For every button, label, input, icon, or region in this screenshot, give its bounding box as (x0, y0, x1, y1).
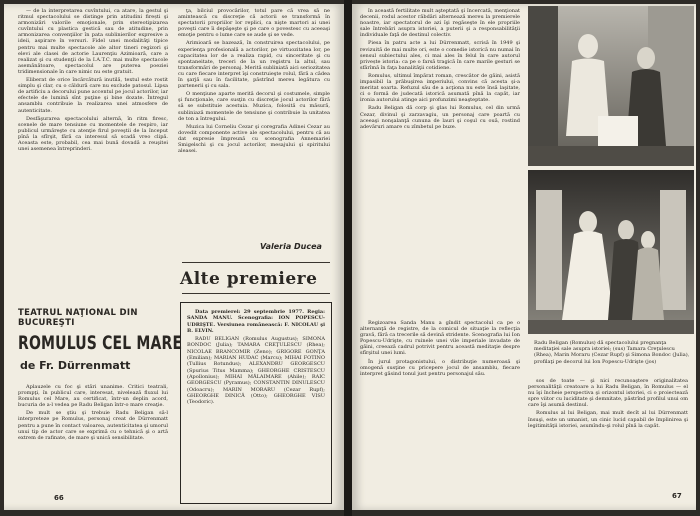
photo-caption: Radu Beligan (Romulus) dă spectacolului pregnanţa meditaţiei sale asupra istoriei; (sus) Tamara Creţulescu (Rhea), Marin Moraru (Cezar Rupf) şi Simona Bondoc (Julia), profilaţi pe decorul lui Ion Popescu-Udrişte (jos) (534, 340, 690, 365)
paragraph: Eliberat de orice încărcătură inutilă, textul este rostit simplu şi clar, cu o căldură care nu exclude patosul. Lipsa de artificiu a decorului pune accentul pe jocul actorilor, iar efectele de lumină sînt puţine şi bine dozate. Întregul ansamblu contribuie la realizarea unei atmosfere de autenticitate. (18, 77, 168, 114)
paragraph: — de la interpretarea cuvîntului, ca atare, la gestul şi ritmul spectacolului se distinge prin atitudini firești şi armonizări valorile emoţionale, prin stereotipizarea cuvîntului cu plastica gestică sau de atitudine, prin armonizarea convenţiilor în pata sublinierilor expresive a ideii, aspirare în versuri. Fidel unei modalităţi tipice pentru mai multe spectacole ale altor tineri regizori şi elevi ale clasei de actorie Laurenţiu Azimioară, care a realizat şi cu studenţii de la I.A.T.C. mai multe spectacole asemănătoare, spectacolul are puterea poeziei tridimensionale în care nimic nu este gratuit. (18, 8, 168, 75)
page-number: 67 (672, 492, 682, 500)
left-column-b (178, 8, 330, 234)
paragraph: sos de toate — şi nici recunoaştere originalitatea personalităţii creatoare a lui Radu Beligan, în Romulus — el nu îşi încheie perspectiva şi orizontul istoriei, ci o proiectează spre viitor cu luciditate şi demnitate, păstrînd profilul unui om care îşi asumă destinul. (528, 378, 688, 409)
spine-gutter (344, 0, 352, 516)
review-intro (18, 384, 168, 490)
review-signature: Valeria Ducea (260, 242, 322, 251)
paragraph: ţa, bilciul provocărilor, totul pare că vrea să ne amintească cu discreţie că actorii se transformă în spectatorii propriilor lor replici, ca nişte martori ai unei poveşti care îi depăşeşte şi pe care o povestesc cu aceeaşi emoţie pentru o lume care se aude şi se vede. (178, 8, 330, 39)
photo-romulus-top (528, 6, 694, 166)
divider (182, 293, 330, 294)
credits-text (187, 309, 325, 407)
paragraph: Aplauzele cu foc şi stări unanime. Critici teatrali, prompţi, în publicul care, interesat, nivelează fluxul lui Romulus cel Mare, au certificat, într-un deplin acord, bucuria de a-l vedea pe Radu Beligan într-o mare creaţie. (18, 384, 168, 409)
paragraph: în această fertilitate mult aşteptată şi încercată, menţionat decenii, rodul acestor răbdări alternează mereu la premierele noastre, iar spectatorul de azi îşi regăseşte în ele propriile sale întrebări asupra istoriei, a puterii şi a responsabilităţii individuale faţă de destinul colectiv. (360, 8, 520, 39)
premiere-credits: Data premierei: 29 septembrie 1977. Regia: SANDA MANU. Scenografia: ION POPESCU-UDRIŞTE. Versiunea românească: F. NICOLAU şi B. ELVIN. (187, 309, 325, 334)
play-title: ROMULUS CEL MARE (18, 332, 183, 354)
section-heading: Alte premiere (180, 269, 318, 289)
page-number: 66 (54, 494, 64, 502)
paragraph: Desfăşurarea spectacolului alternă, în ritm firesc, scenele de mare tensiune cu momentele de respiro, iar publicul urmăreşte cu atenţie firul poveştii de la început pînă la sfîrşit, fără ca interesul să scadă vreo clipă. Aceasta este, probabil, cea mai bună dovadă a reuşitei unei asemenea întreprinderi. (18, 115, 168, 153)
credits-box (180, 302, 332, 504)
paragraph: Arimioară se bazează, în construirea spectacolului, pe experienţa profesională a actorilor, pe virtuozitatea lor, pe capacitatea lor de a realiza rapid, cu sinceritate şi cu spontaneitate, treceri de la un registru la altul, sau transformări de personaj. Merită subliniată aici seriozitatea cu care fiecare interpret îşi construieşte rolul, fără a cădea în şarjă sau în facilitate, păstrînd mereu legătura cu partenerii şi cu sala. (178, 40, 330, 90)
cast-list: RADU BELIGAN (Romulus Augustus); SIMONA BONDOC (Julia); TAMARA CREŢULESCU (Rhea); NICOLAE BRANCOMIR (Zeno); GRIGORE GONŢA (Emilian); MARIAN HUDAC (Marcu); MIHAI FOTINO (Tullius Rotundus); ALEXANDRU GEORGESCU (Spurius Titus Mamma); GHEORGHE CRISTESCU (Apollonius); MIHAI MĂLAIMARE (Ahile); RAIC GEORGESCU (Pyramus); CONSTANTIN DINULESCU (Odoacru); MARIN MORARU (Cezar Rupf); GHEORGHE DINICĂ (Otto); GHEORGHE VISU (Teodoric). (187, 336, 325, 406)
theatre-name: TEATRUL NAŢIONAL DIN BUCUREŞTI (18, 308, 138, 328)
right-page (352, 4, 696, 510)
paragraph: Radu Beligan dă corp şi glas lui Romulus, cel din urmă Cezar, divinul şi zarzavagiu, un personaj care poartă cu aceeaşi nonşalanţă cununa de lauri şi coşul cu ouă, rostind adevăruri amare cu zîmbetul pe buze. (360, 105, 520, 130)
paragraph: Muzica lui Corneliu Cezar şi coregrafia Adinei Cezar au dovedit componente active ale spectacolului, pentru că au dat expresie împreună cu scenografia Annemariei Smigelschi şi cu jocul actorilor, mesajului şi spiritului aleasei. (178, 123, 330, 155)
right-column-a (360, 8, 520, 314)
paragraph: Piesa în patru acte a lui Dürrenmatt, scrisă în 1949 şi revizuită de mai multe ori, este o comedie istorică nu numai în sensul subiectului ales, ci mai ales în felul în care autorul privește istoria: ca pe o farsă tragică în care marile gesturi se sfărîmă în faţa banalităţii cotidiene. (360, 40, 520, 71)
play-author: de Fr. Dürrenmatt (20, 359, 131, 372)
photo-cast-bottom (528, 170, 694, 334)
divider (182, 262, 330, 263)
photo-scene-image (528, 170, 694, 334)
right-column-b (360, 320, 520, 490)
right-column-c (528, 378, 688, 492)
left-page (4, 4, 344, 510)
paragraph: De mult se ştiu şi trebuie Radu Beligan să-l interpreteze pe Romulus, personaj creat de Dürrenmatt pentru a pune în contact valoarea, autenticitatea şi umorul unui tip de actor care se exprimă cu o tehnică şi o artă extrem de rafinate, de mare şi unică sensibilitate. (18, 410, 168, 441)
paragraph: Regizoarea Sanda Manu a gîndit spectacolul ca pe o alternanţă de registre, de la comicul de situaţie la reflecţia gravă, fără ca trecerile să devină stridente. Scenografia lui Ion Popescu-Udrişte, cu ruinele unei vile imperiale invadate de găini, creează cadrul potrivit pentru această meditaţie despre sfîrşitul unei lumi. (360, 320, 520, 357)
paragraph: Romulus al lui Beligan, mai mult decît al lui Dürrenmatt însuşi, este un umanist, un cinic lucid capabil de împlinirea şi legitimităţii istoriei, asumîndu-şi rolul pînă la capăt. (528, 410, 688, 429)
paragraph: Romulus, ultimul împărat roman, crescător de găini, asistă impasibil la prăbuşirea imperiului, convins că acesta şi-a meritat soarta. Refuzul său de a acţiona nu este însă laşitate, ci o formă de judecată istorică asumată pînă la capăt, iar ironia autorului atinge aici profunzimi neaşteptate. (360, 72, 520, 104)
paragraph: În jurul protagonistului, o distribuţie numeroasă şi omogenă susţine cu pricepere jocul de ansamblu, fiecare interpret găsind tonul just pentru personajul său. (360, 358, 520, 377)
left-column-a (18, 8, 168, 276)
paragraph: O menţiune aparte merită decorul şi costumele, simple şi funcţionale, care susţin cu discreţie jocul actorilor fără să se substituie acestuia. Muzica, folosită cu măsură, subliniază momentele de tensiune şi contribuie la unitatea de ton a întregului. (178, 91, 330, 122)
photo-scene-image (528, 6, 694, 166)
